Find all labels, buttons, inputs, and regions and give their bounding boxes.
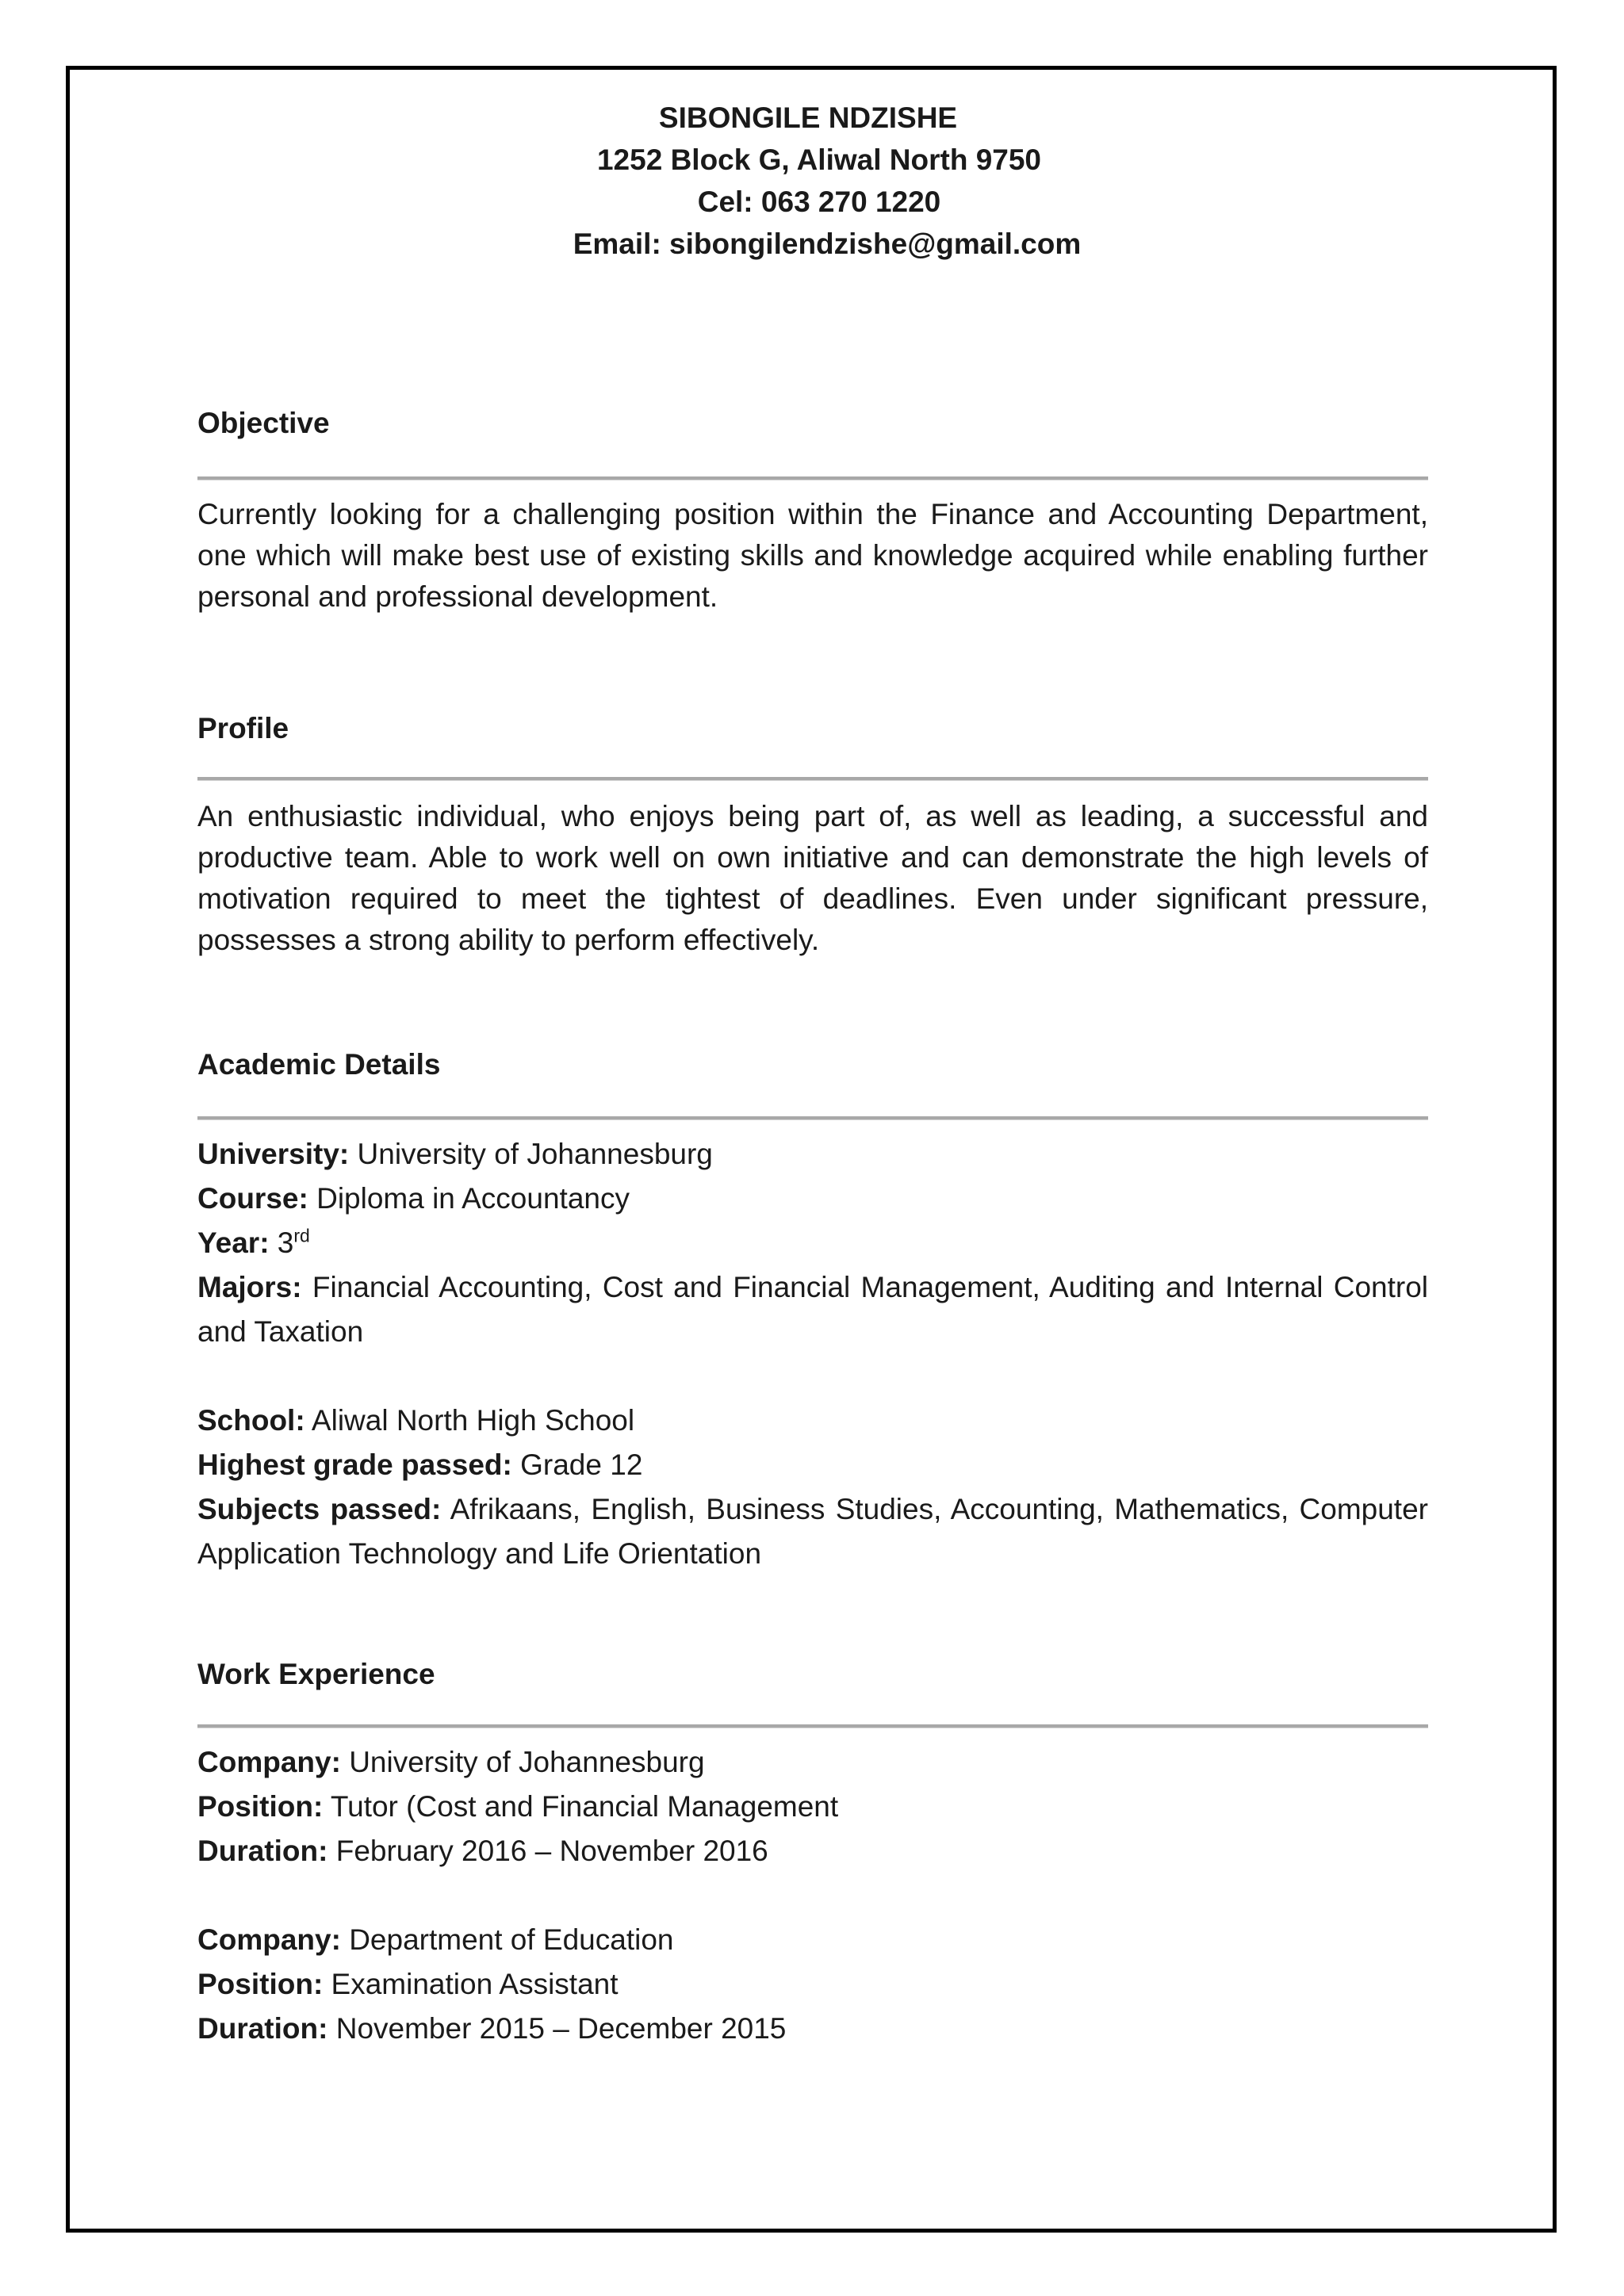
profile-title: Profile: [197, 712, 289, 744]
year-suffix: rd: [293, 1225, 310, 1246]
duration-label: Duration:: [197, 2012, 328, 2045]
course-value: Diploma in Accountancy: [316, 1182, 630, 1215]
applicant-email: Email: sibongilendzishe@gmail.com: [573, 228, 1082, 260]
applicant-address: 1252 Block G, Aliwal North 9750: [596, 144, 1042, 176]
university-value: University of Johannesburg: [357, 1138, 713, 1170]
university-row: [197, 1132, 1428, 1177]
profile-divider: [197, 777, 1428, 781]
company-value: Department of Education: [349, 1923, 674, 1956]
position-label: Position:: [197, 1968, 324, 2000]
majors-row: [197, 1265, 1428, 1354]
company-label: Company:: [197, 1923, 341, 1956]
course-row: [197, 1177, 1428, 1221]
course-label: Course:: [197, 1182, 308, 1215]
job-duration-row: [197, 1829, 1428, 1873]
grade-label: Highest grade passed:: [197, 1448, 512, 1481]
subjects-row: [197, 1487, 1428, 1576]
work-details: [197, 1740, 1428, 2051]
year-row: [197, 1221, 1428, 1265]
contact-header: [197, 97, 1428, 265]
school-label: School:: [197, 1404, 305, 1437]
company-value: University of Johannesburg: [349, 1746, 705, 1778]
job-position-row: [197, 1785, 1428, 1829]
job-duration-row: [197, 2007, 1428, 2051]
duration-value: November 2015 – December 2015: [335, 2012, 787, 2045]
majors-value: Financial Accounting, Cost and Financial Management, Auditing and Internal Control and Taxation: [197, 1271, 1428, 1348]
work-divider: [197, 1724, 1428, 1728]
work-title: Work Experience: [197, 1658, 435, 1690]
school-value: Aliwal North High School: [311, 1404, 635, 1437]
grade-row: [197, 1443, 1428, 1487]
objective-divider: [197, 476, 1428, 480]
academic-title: Academic Details: [197, 1048, 441, 1081]
applicant-phone: Cel: 063 270 1220: [697, 186, 941, 218]
year-value: 3: [277, 1226, 294, 1259]
university-label: University:: [197, 1138, 350, 1170]
academic-divider: [197, 1116, 1428, 1120]
subjects-label: Subjects passed:: [197, 1493, 442, 1525]
job-company-row: [197, 1918, 1428, 1962]
company-label: Company:: [197, 1746, 341, 1778]
job-position-row: [197, 1962, 1428, 2007]
position-value: Examination Assistant: [331, 1968, 619, 2000]
applicant-name: SIBONGILE NDZISHE: [658, 101, 958, 134]
duration-value: February 2016 – November 2016: [335, 1835, 768, 1867]
position-value: Tutor (Cost and Financial Management: [330, 1790, 839, 1823]
job-company-row: [197, 1740, 1428, 1785]
position-label: Position:: [197, 1790, 324, 1823]
subjects-value: Afrikaans, English, Business Studies, Accounting, Mathematics, Computer Application Technology and Life Orientation: [197, 1493, 1428, 1570]
duration-label: Duration:: [197, 1835, 328, 1867]
majors-label: Majors:: [197, 1271, 302, 1303]
grade-value: Grade 12: [520, 1448, 643, 1481]
objective-title: Objective: [197, 407, 330, 439]
academic-details: [197, 1132, 1428, 1576]
objective-text: Currently looking for a challenging position within the Finance and Accounting Department, one which will make best use of existing skills and knowledge acquired while enabling further personal and professional development.: [197, 498, 1428, 613]
year-label: Year:: [197, 1226, 270, 1259]
profile-text: An enthusiastic individual, who enjoys being part of, as well as leading, a successful and productive team. Able to work well on own initiative and can demonstrate the high levels of motivation required to meet the tightest of deadlines. Even under significant pressure, possesses a strong ability to perform effectively.: [197, 800, 1428, 956]
school-row: [197, 1399, 1428, 1443]
